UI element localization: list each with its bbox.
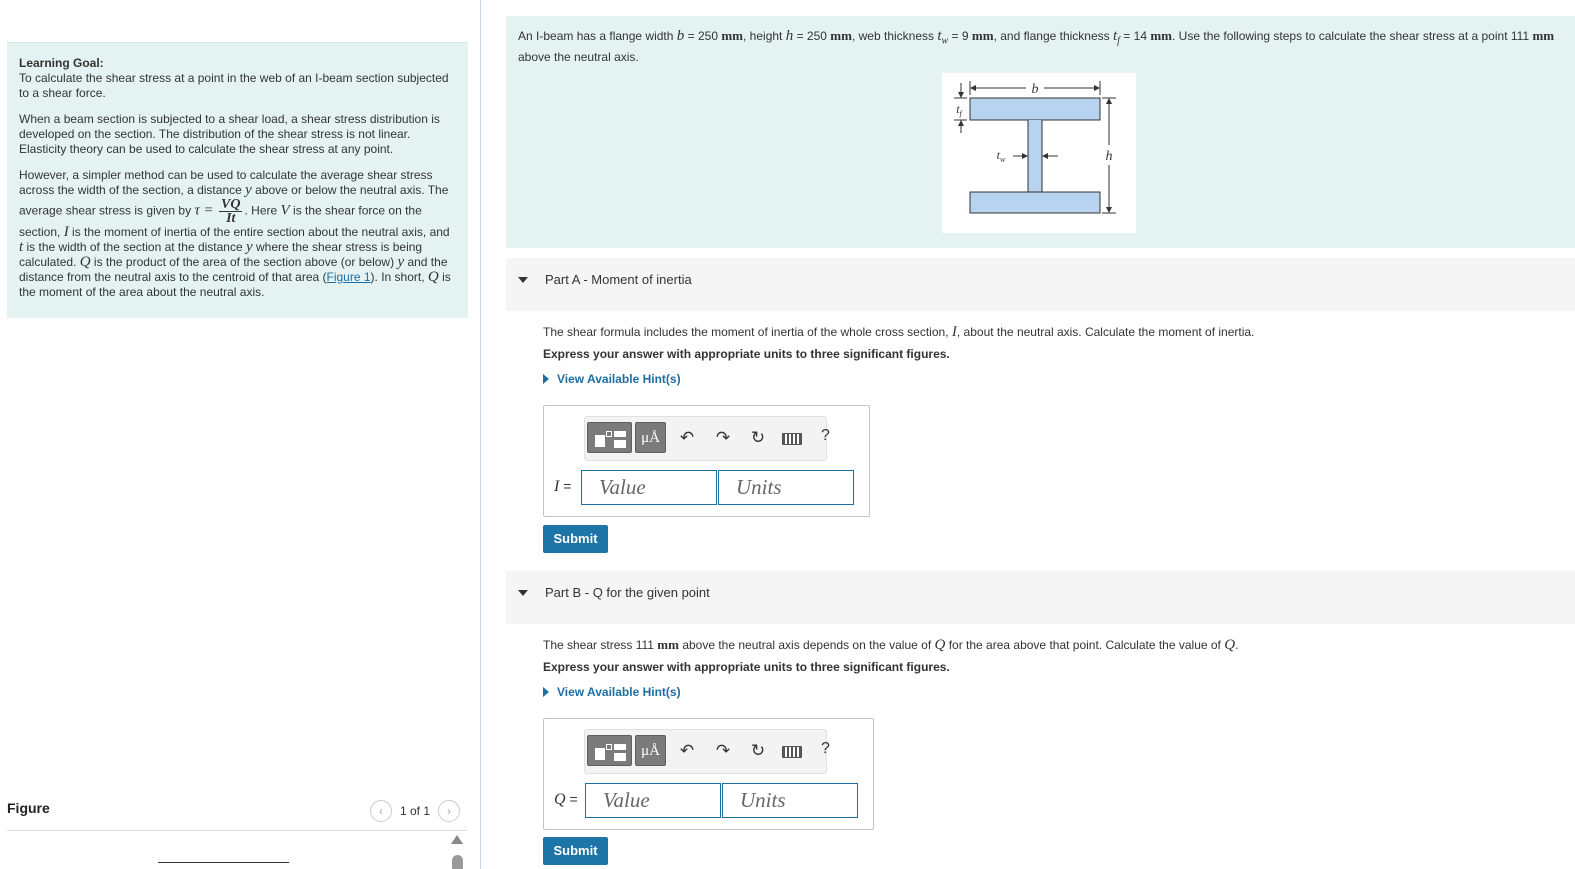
bottom-flange	[970, 192, 1100, 213]
equation-toolbar	[584, 416, 830, 461]
pane-divider[interactable]	[480, 0, 481, 869]
undo-icon[interactable]: ↶	[679, 741, 695, 760]
units-icon[interactable]: μÅ	[635, 422, 666, 453]
templates-icon[interactable]	[587, 422, 632, 453]
part-a-title: Part A - Moment of inertia	[545, 272, 692, 287]
learning-goal-para2: However, a simpler method can be used to calculate the average shear stress across the width of the section, a distance y above or below the neutral axis. The average shear stress is given by τ = $\frac{VQ}{It}$ . Here V is the shear force on the section, I is the moment of inertia of the entire section about the neutral axis, and t is the width of the section at the distance y where the shear stress is being calculated. Q is the product of the area of the section above (or below) y and the distance from the neutral axis to the centroid of that area (Figure 1). In short, Q is the moment of the area about the neutral axis.	[19, 168, 451, 299]
scroll-up-icon[interactable]	[451, 835, 463, 844]
web	[1028, 120, 1042, 192]
i-beam-shape	[970, 98, 1100, 213]
part-a-value-input[interactable]: Value	[581, 470, 717, 505]
part-b-units-input[interactable]: Units	[722, 783, 858, 818]
units-icon[interactable]: μÅ	[635, 735, 666, 766]
chevron-right-icon[interactable]: ›	[438, 800, 460, 822]
learning-goal-box	[7, 42, 468, 318]
reset-icon[interactable]: ↻	[750, 428, 766, 447]
part-b-express: Express your answer with appropriate units to three significant figures.	[543, 660, 950, 674]
formula-lhs: τ =	[194, 202, 214, 219]
keyboard-icon[interactable]	[782, 433, 802, 445]
caret-down-icon[interactable]	[518, 590, 528, 596]
problem-statement-box	[506, 16, 1575, 248]
part-a-instruction: The shear formula includes the moment of inertia of the whole cross section, I, about the neutral axis. Calculate the moment of inertia.	[543, 324, 1255, 340]
redo-icon[interactable]: ↷	[715, 428, 731, 447]
help-icon[interactable]: ?	[821, 427, 830, 444]
learning-goal-text: To calculate the shear stress at a point in the web of an I-beam section subjected to a shear force.	[19, 71, 449, 100]
learning-goal-heading: Learning Goal:	[19, 56, 104, 70]
part-b-hint-link[interactable]: View Available Hint(s)	[543, 685, 1543, 699]
part-b-instruction: The shear stress 111 mm above the neutral axis depends on the value of Q for the area above that point. Calculate the value of Q.	[543, 637, 1239, 653]
i-beam-diagram	[942, 73, 1136, 233]
caret-down-icon[interactable]	[518, 277, 528, 283]
part-a-answer-box	[543, 405, 870, 517]
dim-tw-label: $t_w$	[996, 148, 1006, 164]
part-a-hint-link[interactable]: View Available Hint(s)	[543, 372, 1543, 386]
divider	[7, 830, 467, 831]
templates-icon[interactable]	[587, 735, 632, 766]
dim-tf-label: $t_f$	[956, 102, 962, 118]
dim-h-label: h	[1105, 149, 1113, 164]
learning-goal-para1: When a beam section is subjected to a shear load, a shear stress distribution is developed on the section. The distribution of the shear stress is not linear. Elasticity theory can be used to calculate the shear stress at any point.	[19, 112, 440, 156]
scrollbar-thumb[interactable]	[452, 855, 463, 869]
dim-b-label: b	[1031, 82, 1039, 97]
part-a-header[interactable]	[506, 258, 1575, 311]
figure-pager	[370, 799, 460, 823]
part-b-title: Part B - Q for the given point	[545, 585, 710, 600]
help-icon[interactable]: ?	[821, 740, 830, 757]
redo-icon[interactable]: ↷	[715, 741, 731, 760]
problem-text: An I-beam has a flange width b = 250 mm, height h = 250 mm, web thickness $t_w = 9$ mm, and flange thickness $t_f = 14$ mm. Use the following steps to calculate the shear stress at a point 111 mm above the neutral axis.	[518, 28, 1555, 65]
part-b-answer-box	[543, 718, 874, 830]
figure-page-count: 1 of 1	[400, 804, 431, 818]
undo-icon[interactable]: ↶	[679, 428, 695, 447]
part-a-body	[543, 323, 1543, 386]
chevron-left-icon[interactable]: ‹	[370, 800, 392, 822]
part-a-express: Express your answer with appropriate units to three significant figures.	[543, 347, 950, 361]
part-a-answer-label: I =	[554, 478, 572, 495]
part-a-submit-button[interactable]: Submit	[543, 525, 608, 553]
part-b-submit-button[interactable]: Submit	[543, 837, 608, 865]
i-beam-figure	[942, 73, 1136, 233]
part-b-value-input[interactable]: Value	[585, 783, 721, 818]
figure-label: Figure	[7, 800, 50, 816]
figure-1-link[interactable]: Figure 1	[326, 270, 371, 284]
top-flange	[970, 98, 1100, 120]
shear-formula: $\frac{VQ}{It}$	[221, 197, 241, 226]
keyboard-icon[interactable]	[782, 746, 802, 758]
reset-icon[interactable]: ↻	[750, 741, 766, 760]
caret-right-icon	[543, 374, 549, 384]
figure-thumbnail-edge	[158, 862, 289, 863]
part-b-answer-label: Q =	[554, 791, 578, 808]
part-b-header[interactable]	[506, 571, 1575, 624]
left-pane	[0, 0, 480, 869]
equation-toolbar	[584, 729, 830, 774]
part-a-units-input[interactable]: Units	[718, 470, 854, 505]
caret-right-icon	[543, 687, 549, 697]
part-b-body	[543, 636, 1543, 699]
